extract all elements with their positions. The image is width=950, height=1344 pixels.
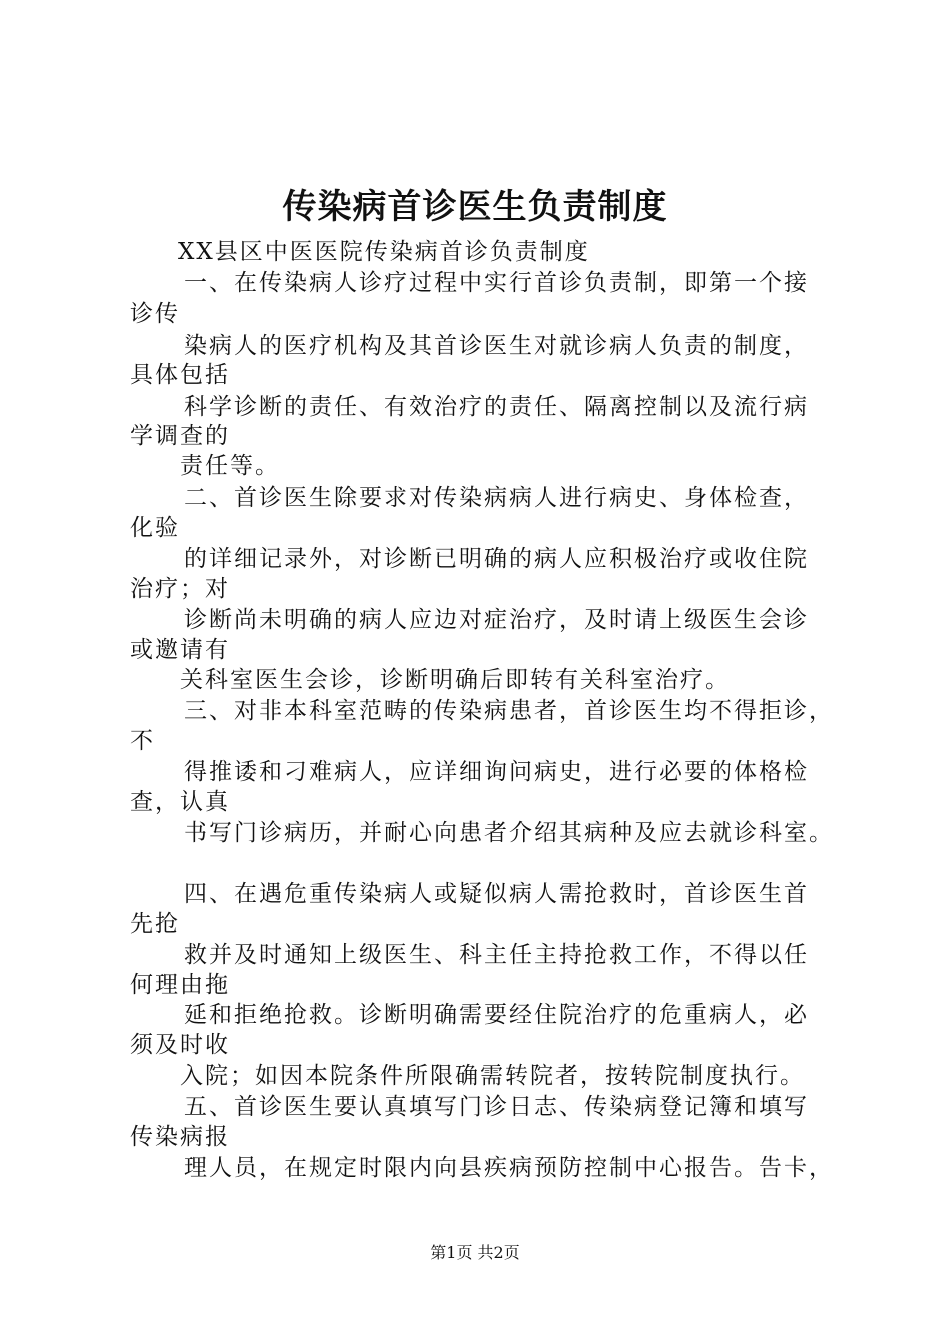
- text-line: 延和拒绝抢救。诊断明确需要经住院治疗的危重病人，必: [184, 1002, 809, 1028]
- text-line: 具体包括: [130, 362, 230, 388]
- text-line: 二、首诊医生除要求对传染病病人进行病史、身体检查，: [184, 485, 809, 511]
- text-line: XX县区中医医院传染病首诊负责制度: [178, 239, 590, 265]
- document-title: 传染病首诊医生负责制度: [282, 187, 668, 227]
- text-line: 书写门诊病历，并耐心向患者介绍其病种及应去就诊科室。: [184, 820, 834, 846]
- text-line: 化验: [130, 515, 180, 541]
- text-line: 四、在遇危重传染病人或疑似病人需抢救时，首诊医生首: [184, 881, 809, 907]
- text-line: 先抢: [130, 911, 180, 937]
- page-footer: 第1页 共2页: [430, 1243, 520, 1262]
- text-line: 学调查的: [130, 423, 230, 449]
- text-line: 传染病报: [130, 1124, 230, 1150]
- text-line: 科学诊断的责任、有效治疗的责任、隔离控制以及流行病: [184, 394, 809, 420]
- text-line: 一、在传染病人诊疗过程中实行首诊负责制，即第一个接: [184, 270, 809, 296]
- text-line: 关科室医生会诊，诊断明确后即转有关科室治疗。: [180, 667, 730, 693]
- text-line: 诊传: [130, 301, 180, 327]
- text-line: 何理由拖: [130, 972, 230, 998]
- text-line: 的详细记录外，对诊断已明确的病人应积极治疗或收住院: [184, 546, 809, 572]
- text-line: 须及时收: [130, 1032, 230, 1058]
- text-line: 查，认真: [130, 789, 230, 815]
- text-line: 三、对非本科室范畴的传染病患者，首诊医生均不得拒诊，: [184, 698, 834, 724]
- text-line: 染病人的医疗机构及其首诊医生对就诊病人负责的制度，: [184, 333, 809, 359]
- text-line: 或邀请有: [130, 637, 230, 663]
- text-line: 治疗；对: [130, 576, 230, 602]
- text-line: 责任等。: [180, 453, 280, 479]
- text-line: 救并及时通知上级医生、科主任主持抢救工作，不得以任: [184, 942, 809, 968]
- text-line: 得推诿和刁难病人，应详细询问病史，进行必要的体格检: [184, 759, 809, 785]
- text-line: 五、首诊医生要认真填写门诊日志、传染病登记簿和填写: [184, 1094, 809, 1120]
- text-line: 诊断尚未明确的病人应边对症治疗，及时请上级医生会诊: [184, 607, 809, 633]
- text-line: 不: [130, 728, 155, 754]
- text-line: 入院；如因本院条件所限确需转院者，按转院制度执行。: [180, 1063, 805, 1089]
- text-line: 理人员，在规定时限内向县疾病预防控制中心报告。告卡，: [184, 1155, 834, 1181]
